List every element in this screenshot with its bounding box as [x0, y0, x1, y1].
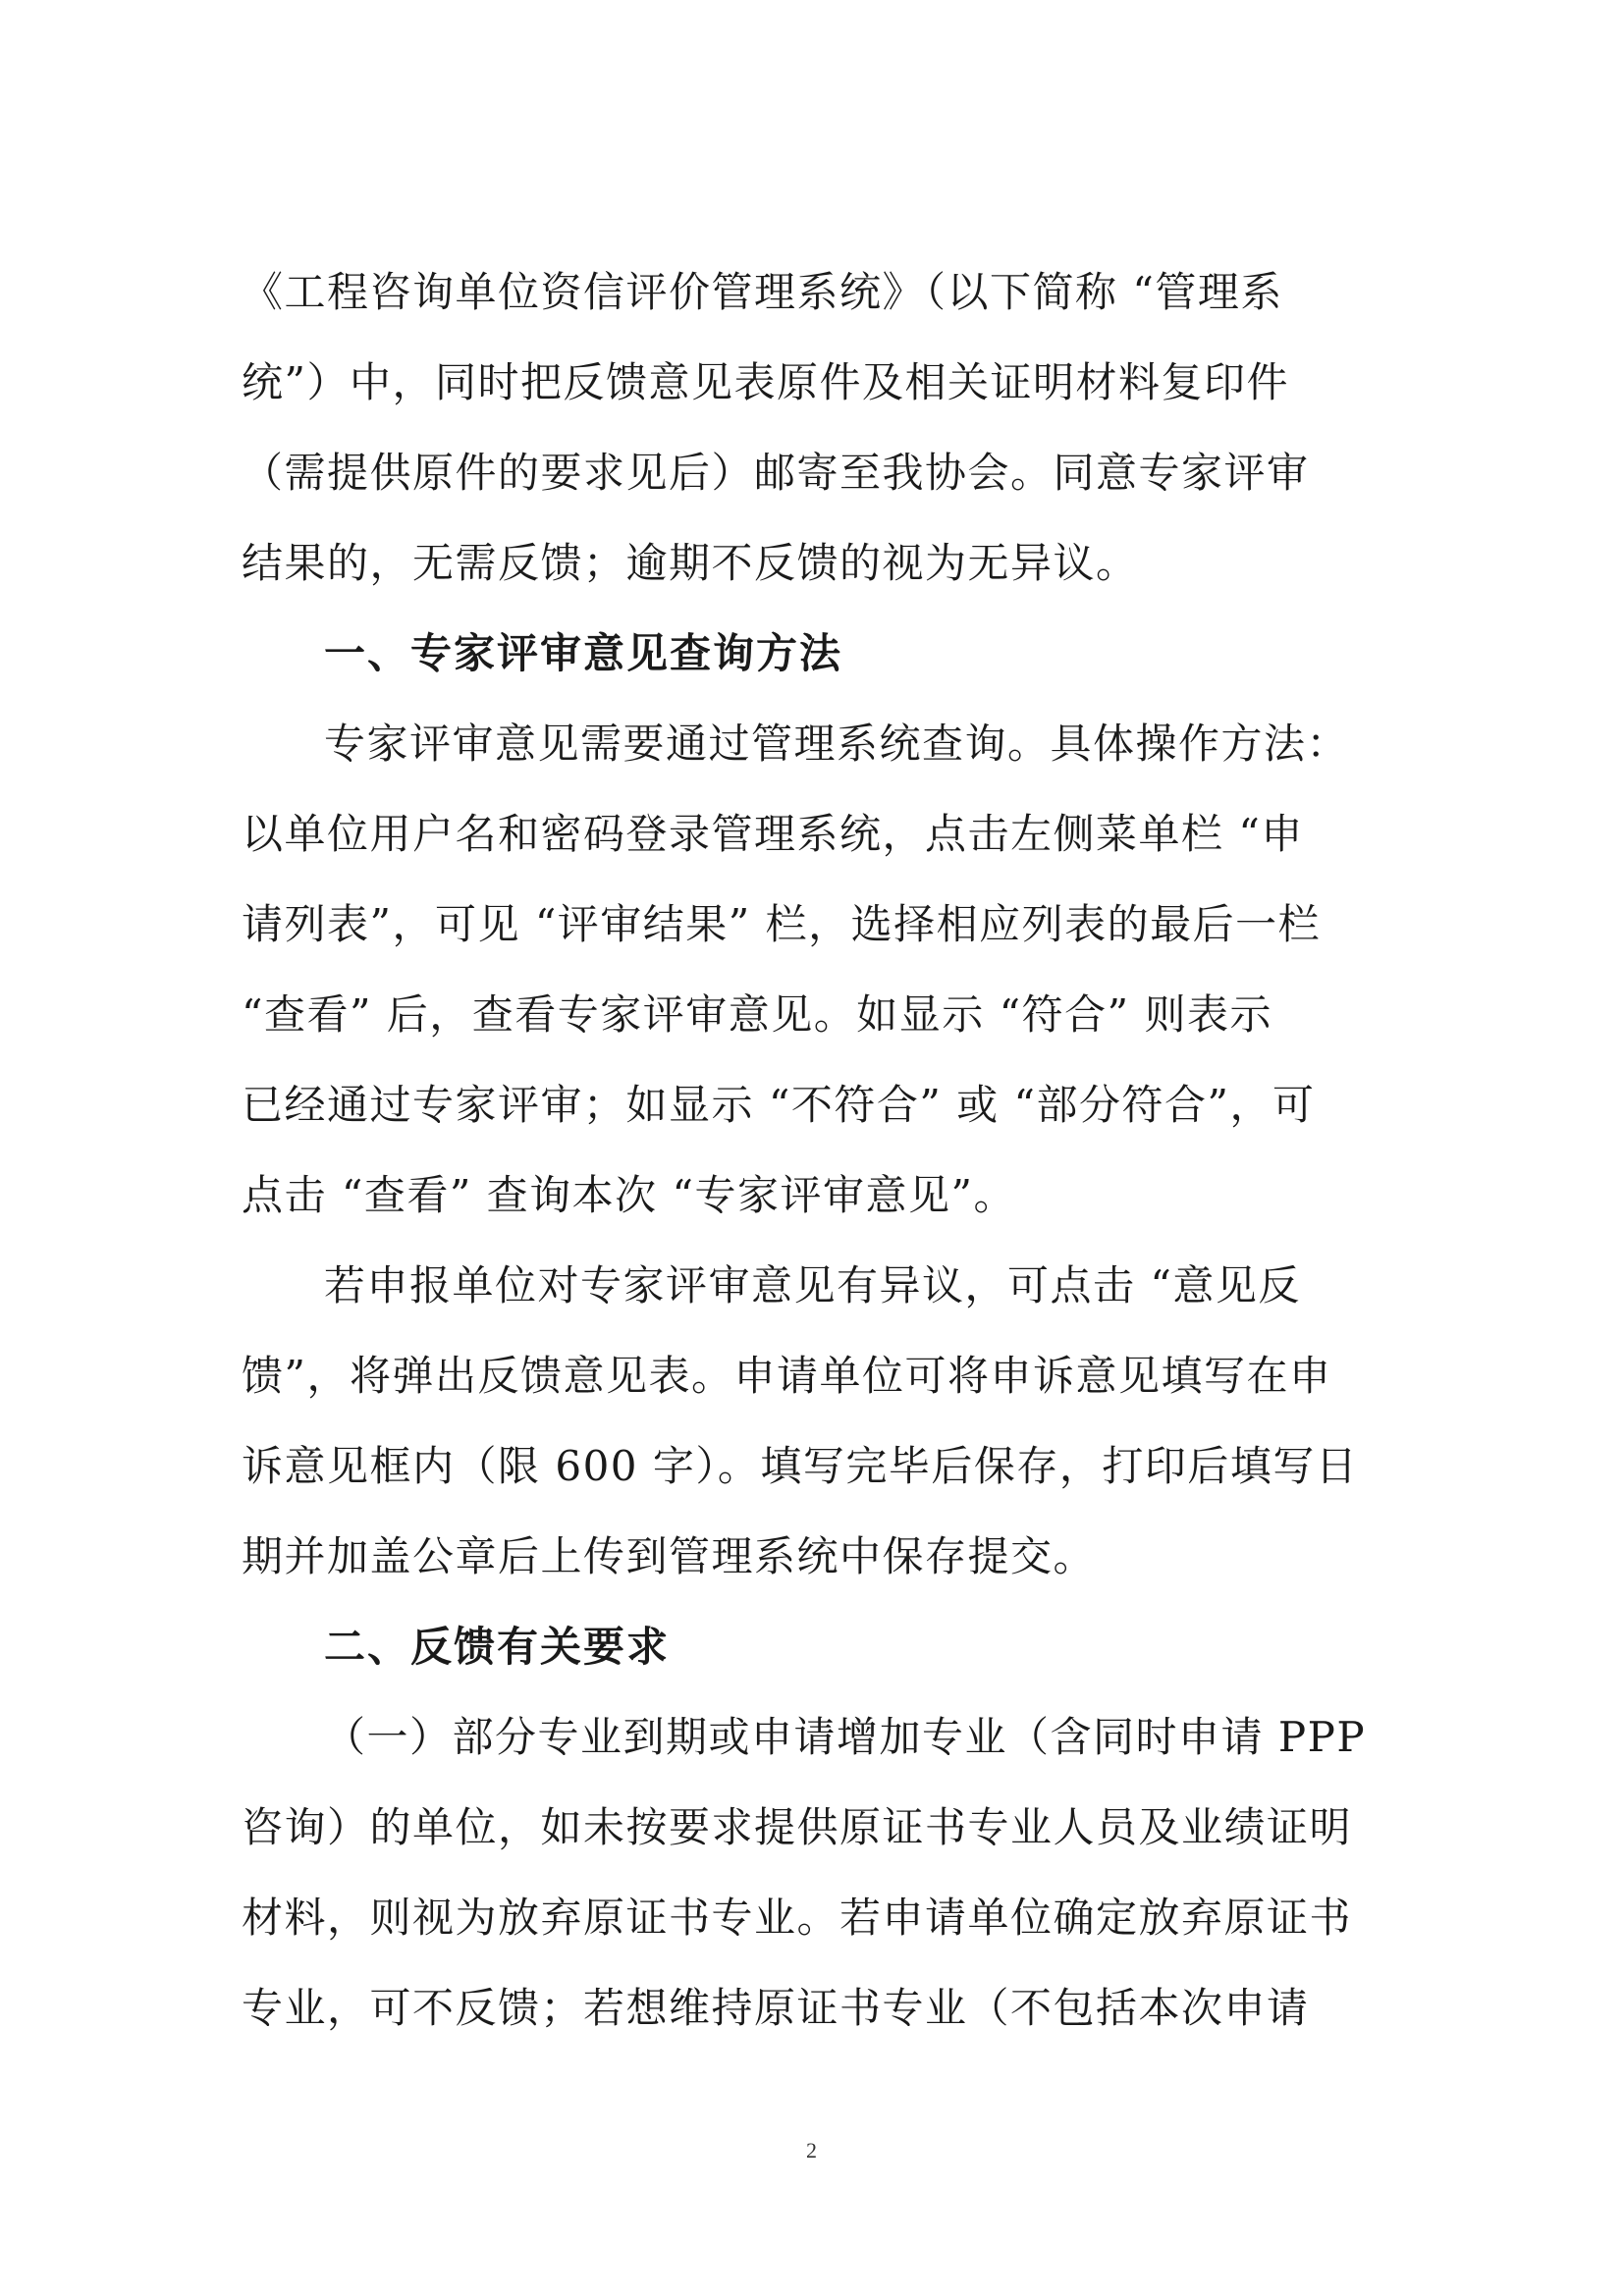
paragraph-line: “查看” 后，查看专家评审意见。如显示 “符合” 则表示 — [242, 990, 1272, 1039]
paragraph-line: 馈”，将弹出反馈意见表。申请单位可将申诉意见填写在申 — [242, 1352, 1332, 1400]
section-heading-1: 一、专家评审意见查询方法 — [324, 629, 843, 677]
paragraph-line: 请列表”，可见 “评审结果” 栏，选择相应列表的最后一栏 — [242, 900, 1322, 948]
page-number: 2 — [806, 2138, 817, 2163]
paragraph-line: 材料，则视为放弃原证书专业。若申请单位确定放弃原证书 — [242, 1894, 1353, 1942]
paragraph-line: 专家评审意见需要通过管理系统查询。具体操作方法： — [324, 720, 1350, 768]
paragraph-line: 结果的，无需反馈；逾期不反馈的视为无异议。 — [242, 539, 1139, 587]
paragraph-line: 期并加盖公章后上传到管理系统中保存提交。 — [242, 1532, 1097, 1580]
paragraph-line: 咨询）的单位，如未按要求提供原证书专业人员及业绩证明 — [242, 1803, 1353, 1851]
paragraph-line: 已经通过专家评审；如显示 “不符合” 或 “部分符合”，可 — [242, 1081, 1316, 1129]
paragraph-line: 专业，可不反馈；若想维持原证书专业（不包括本次申请 — [242, 1984, 1310, 2032]
paragraph-line: （一）部分专业到期或申请增加专业（含同时申请 PPP — [324, 1713, 1367, 1761]
paragraph-line: 若申报单位对专家评审意见有异议，可点击 “意见反 — [324, 1261, 1301, 1309]
paragraph-line: 《工程咨询单位资信评价管理系统》（以下简称 “管理系 — [242, 268, 1283, 316]
section-heading-2: 二、反馈有关要求 — [324, 1623, 671, 1671]
paragraph-line: 统”）中，同时把反馈意见表原件及相关证明材料复印件 — [242, 358, 1289, 406]
paragraph-line: （需提供原件的要求见后）邮寄至我协会。同意专家评审 — [242, 449, 1310, 497]
paragraph-line: 点击 “查看” 查询本次 “专家评审意见”。 — [242, 1171, 1016, 1219]
body-text — [242, 247, 1371, 2054]
paragraph-line: 以单位用户名和密码登录管理系统，点击左侧菜单栏 “申 — [242, 810, 1304, 858]
paragraph-line: 诉意见框内（限 600 字）。填写完毕后保存，打印后填写日 — [242, 1442, 1359, 1490]
